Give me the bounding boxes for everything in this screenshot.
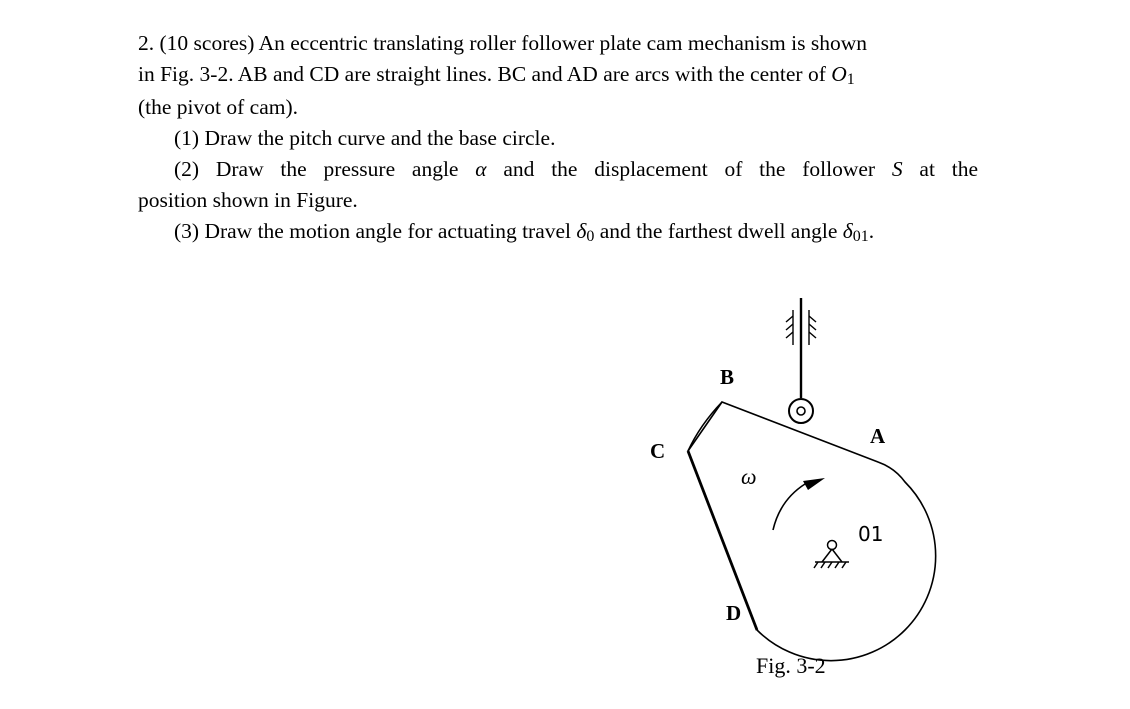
point-d-label: D [726, 601, 742, 625]
question-2-text-b: and the displacement of the follower [503, 157, 892, 181]
problem-statement-part2: in Fig. 3-2. AB and CD are straight lines. BC and AD are arcs with the center of [138, 62, 832, 86]
question-3-text-c: . [868, 219, 875, 243]
question-1-text: (1) Draw the pitch curve and the base circle. [174, 126, 556, 150]
delta0-symbol: δ [576, 219, 587, 243]
omega-label: ω [741, 464, 757, 489]
rotation-arc [773, 484, 805, 530]
s-symbol: S [891, 157, 903, 181]
problem-statement-part1: 2. (10 scores) An eccentric translating roller follower plate cam mechanism is shown [138, 31, 867, 55]
problem-statement-part3: (the pivot of cam). [138, 95, 299, 119]
pivot-o1-label: 01 [858, 522, 884, 546]
pivot-symbol: O [831, 62, 847, 86]
question-2-text-d: position shown in Figure. [138, 188, 358, 212]
point-b-label: B [720, 365, 735, 389]
pivot-support [814, 541, 849, 569]
point-c-label: C [650, 439, 666, 463]
figure-caption: Fig. 3-2 [756, 653, 826, 678]
question-3-text-b: and the farthest dwell angle [594, 219, 843, 243]
pivot-subscript: 1 [846, 71, 855, 88]
delta01-subscript: 01 [852, 228, 869, 245]
delta0-subscript: 0 [586, 228, 595, 245]
rotation-arrowhead [803, 478, 825, 490]
roller [789, 399, 813, 423]
point-a-label: A [870, 424, 886, 448]
alpha-symbol: α [475, 157, 487, 181]
question-2-text-a: (2) Draw the pressure angle [174, 157, 476, 181]
question-2-text-c: at the [919, 157, 978, 181]
question-3-text-a: (3) Draw the motion angle for actuating travel [174, 219, 577, 243]
delta01-symbol: δ [842, 219, 853, 243]
